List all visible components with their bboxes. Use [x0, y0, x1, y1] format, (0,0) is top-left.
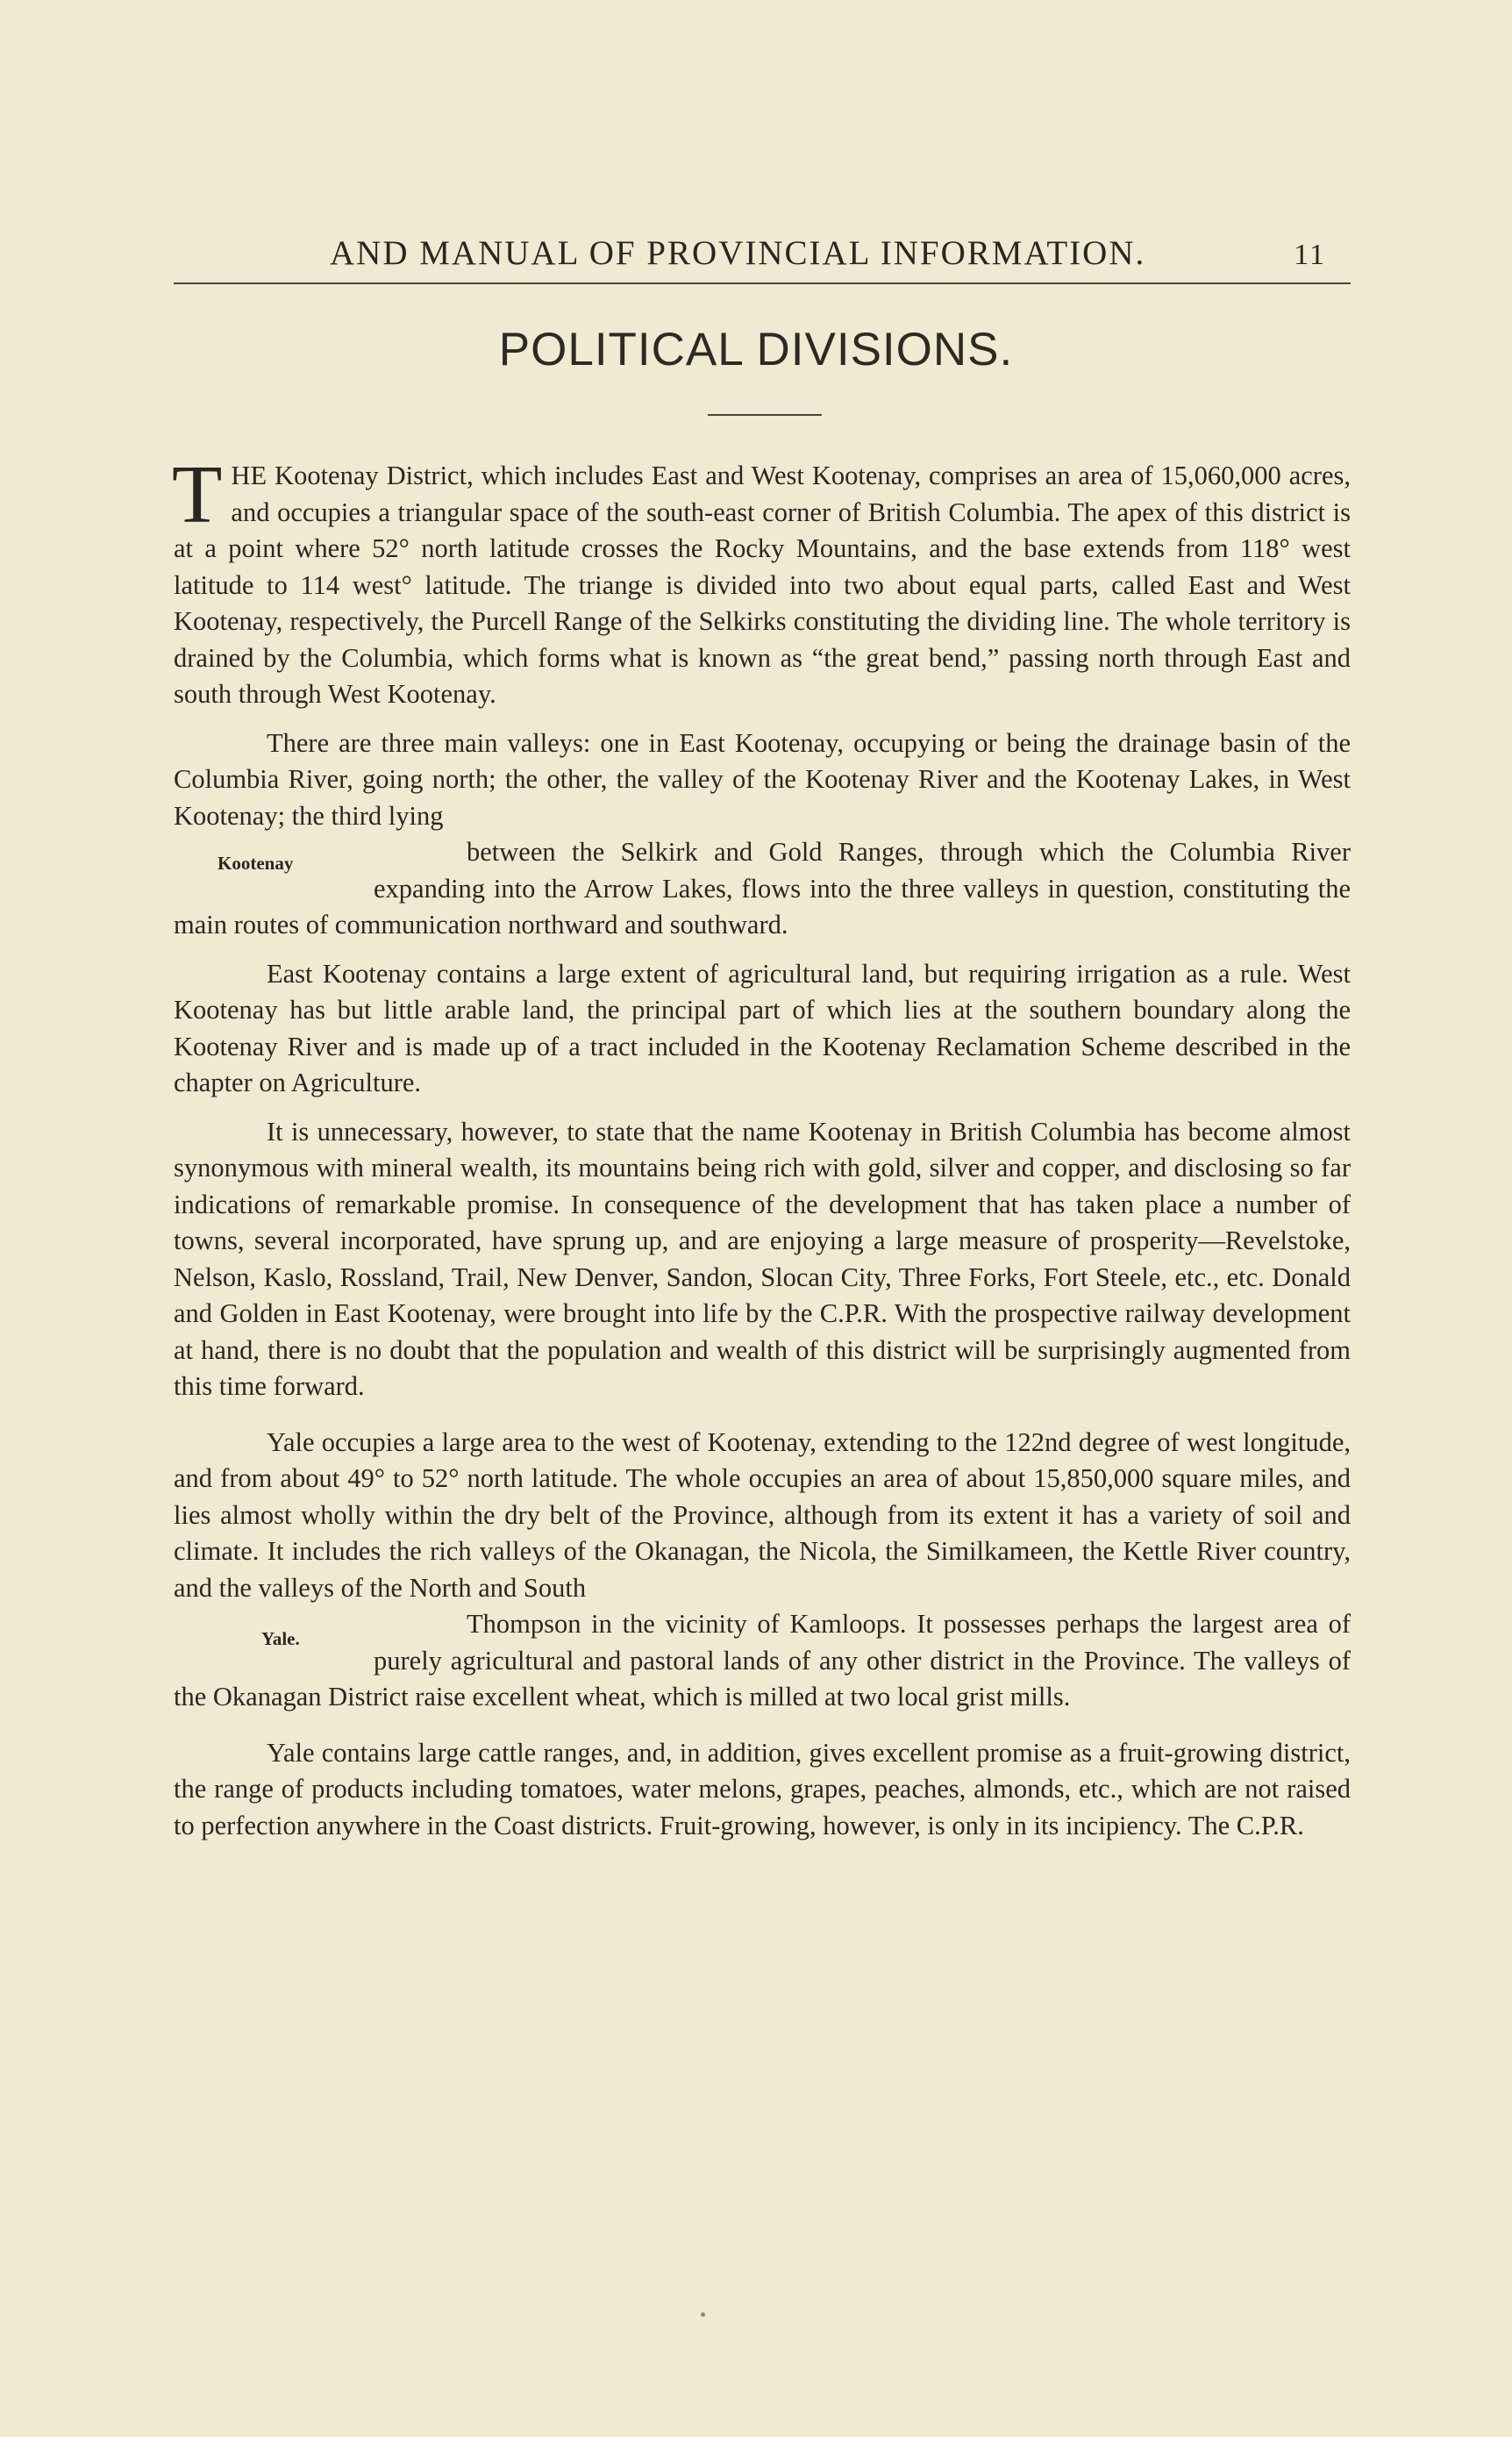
paragraph-east-kootenay [174, 956, 1351, 1102]
page-number: 11 [1294, 239, 1326, 271]
paragraph-mineral-wealth [174, 1114, 1351, 1405]
paragraph-yale-intro [174, 1425, 1351, 1607]
running-title: AND MANUAL OF PROVINCIAL INFORMATION. [330, 234, 1146, 272]
page-speck [701, 2312, 705, 2317]
paragraph-text: There are three main valleys: one in East Kootenay, occupying or being the drainage basin of the Columbia River, going north; the other, the valley of the Kootenay River and the Kootenay Lakes, in West Kootenay; the third lying [174, 727, 1351, 831]
paragraph-text: Thompson in the vicinity of Kamloops. It possesses perhaps the largest area of purely agricultural and pastoral lands of any other district in the Province. The valleys of the Okanagan District raise excellent wheat, which is milled at two local grist mills. [174, 1609, 1351, 1712]
title-rule [708, 414, 822, 416]
paragraph-text: HE Kootenay District, which includes East and West Kootenay, comprises an area of 15,060,000 acres, and occupies a triangular space of the south-east corner of British Columbia. The apex of this district is at a point where 52° north latitude crosses the Rocky Mountains, and the base extends from 118° west latitude to 114 west° latitude. The triange is divided into two about equal parts, called East and West Kootenay, respectively, the Purcell Range of the Selkirks constituting the dividing line. The whole territory is drained by the Columbia, which forms what is known as “the great bend,” passing north through East and south through West Kootenay. [174, 461, 1351, 709]
marginal-note-kootenay: Kootenay [218, 853, 294, 874]
paragraph-kootenay-intro [172, 449, 1351, 713]
running-header [174, 230, 1351, 284]
paragraph-text: East Kootenay contains a large extent of agricultural land, but requiring irrigation as a rule. West Kootenay has but little arable land, the principal part of which lies at the southern boundary along the Kootenay River and is made up of a tract included in the Kootenay Reclamation Scheme described in the chapter on Agriculture. [174, 958, 1351, 1097]
paragraph-text: between the Selkirk and Gold Ranges, through which the Columbia River expanding into the Arrow Lakes, flows into the three valleys in question, constituting the main routes of communication northward and southward. [174, 837, 1351, 940]
paragraph-text: Yale occupies a large area to the west of Kootenay, extending to the 122nd degree of west longitude, and from about 49° to 52° north latitude. The whole occupies an area of about 15,850,000 square miles, and lies almost wholly within the dry belt of the Province, although from its extent it has a variety of soil and climate. It includes the rich valleys of the Okanagan, the Nicola, the Similkameen, the Kettle River country, and the valleys of the North and South [174, 1426, 1351, 1603]
paragraph-yale-continued [174, 1606, 1351, 1716]
section-title: POLITICAL DIVISIONS. [498, 324, 1014, 375]
body-text [172, 449, 1351, 1844]
drop-cap: T [172, 449, 223, 540]
paragraph-yale-fruit [174, 1735, 1351, 1845]
marginal-note-yale: Yale. [261, 1628, 300, 1649]
paragraph-valleys-continued [174, 834, 1351, 944]
paragraph-text: Yale contains large cattle ranges, and, in addition, gives excellent promise as a fruit-growing district, the range of products including tomatoes, water melons, grapes, peaches, almonds, etc., which are not raised to perfection anywhere in the Coast districts. Fruit-growing, however, is only in its incipiency. The C.P.R. [174, 1737, 1351, 1840]
paragraph-text: It is unnecessary, however, to state that the name Kootenay in British Columbia has become almost synonymous with mineral wealth, its mountains being rich with gold, silver and copper, and disclosing so far indications of remarkable promise. In consequence of the development that has taken place a number of towns, several incorporated, have sprung up, and are enjoying a large measure of prosperity—Revelstoke, Nelson, Kaslo, Rossland, Trail, New Denver, Sandon, Slocan City, Three Forks, Fort Steele, etc., etc. Donald and Golden in East Kootenay, were brought into life by the C.P.R. With the prospective railway development at hand, there is no doubt that the population and wealth of this district will be surprisingly augmented from this time forward. [174, 1116, 1351, 1401]
paragraph-valleys [174, 725, 1351, 835]
